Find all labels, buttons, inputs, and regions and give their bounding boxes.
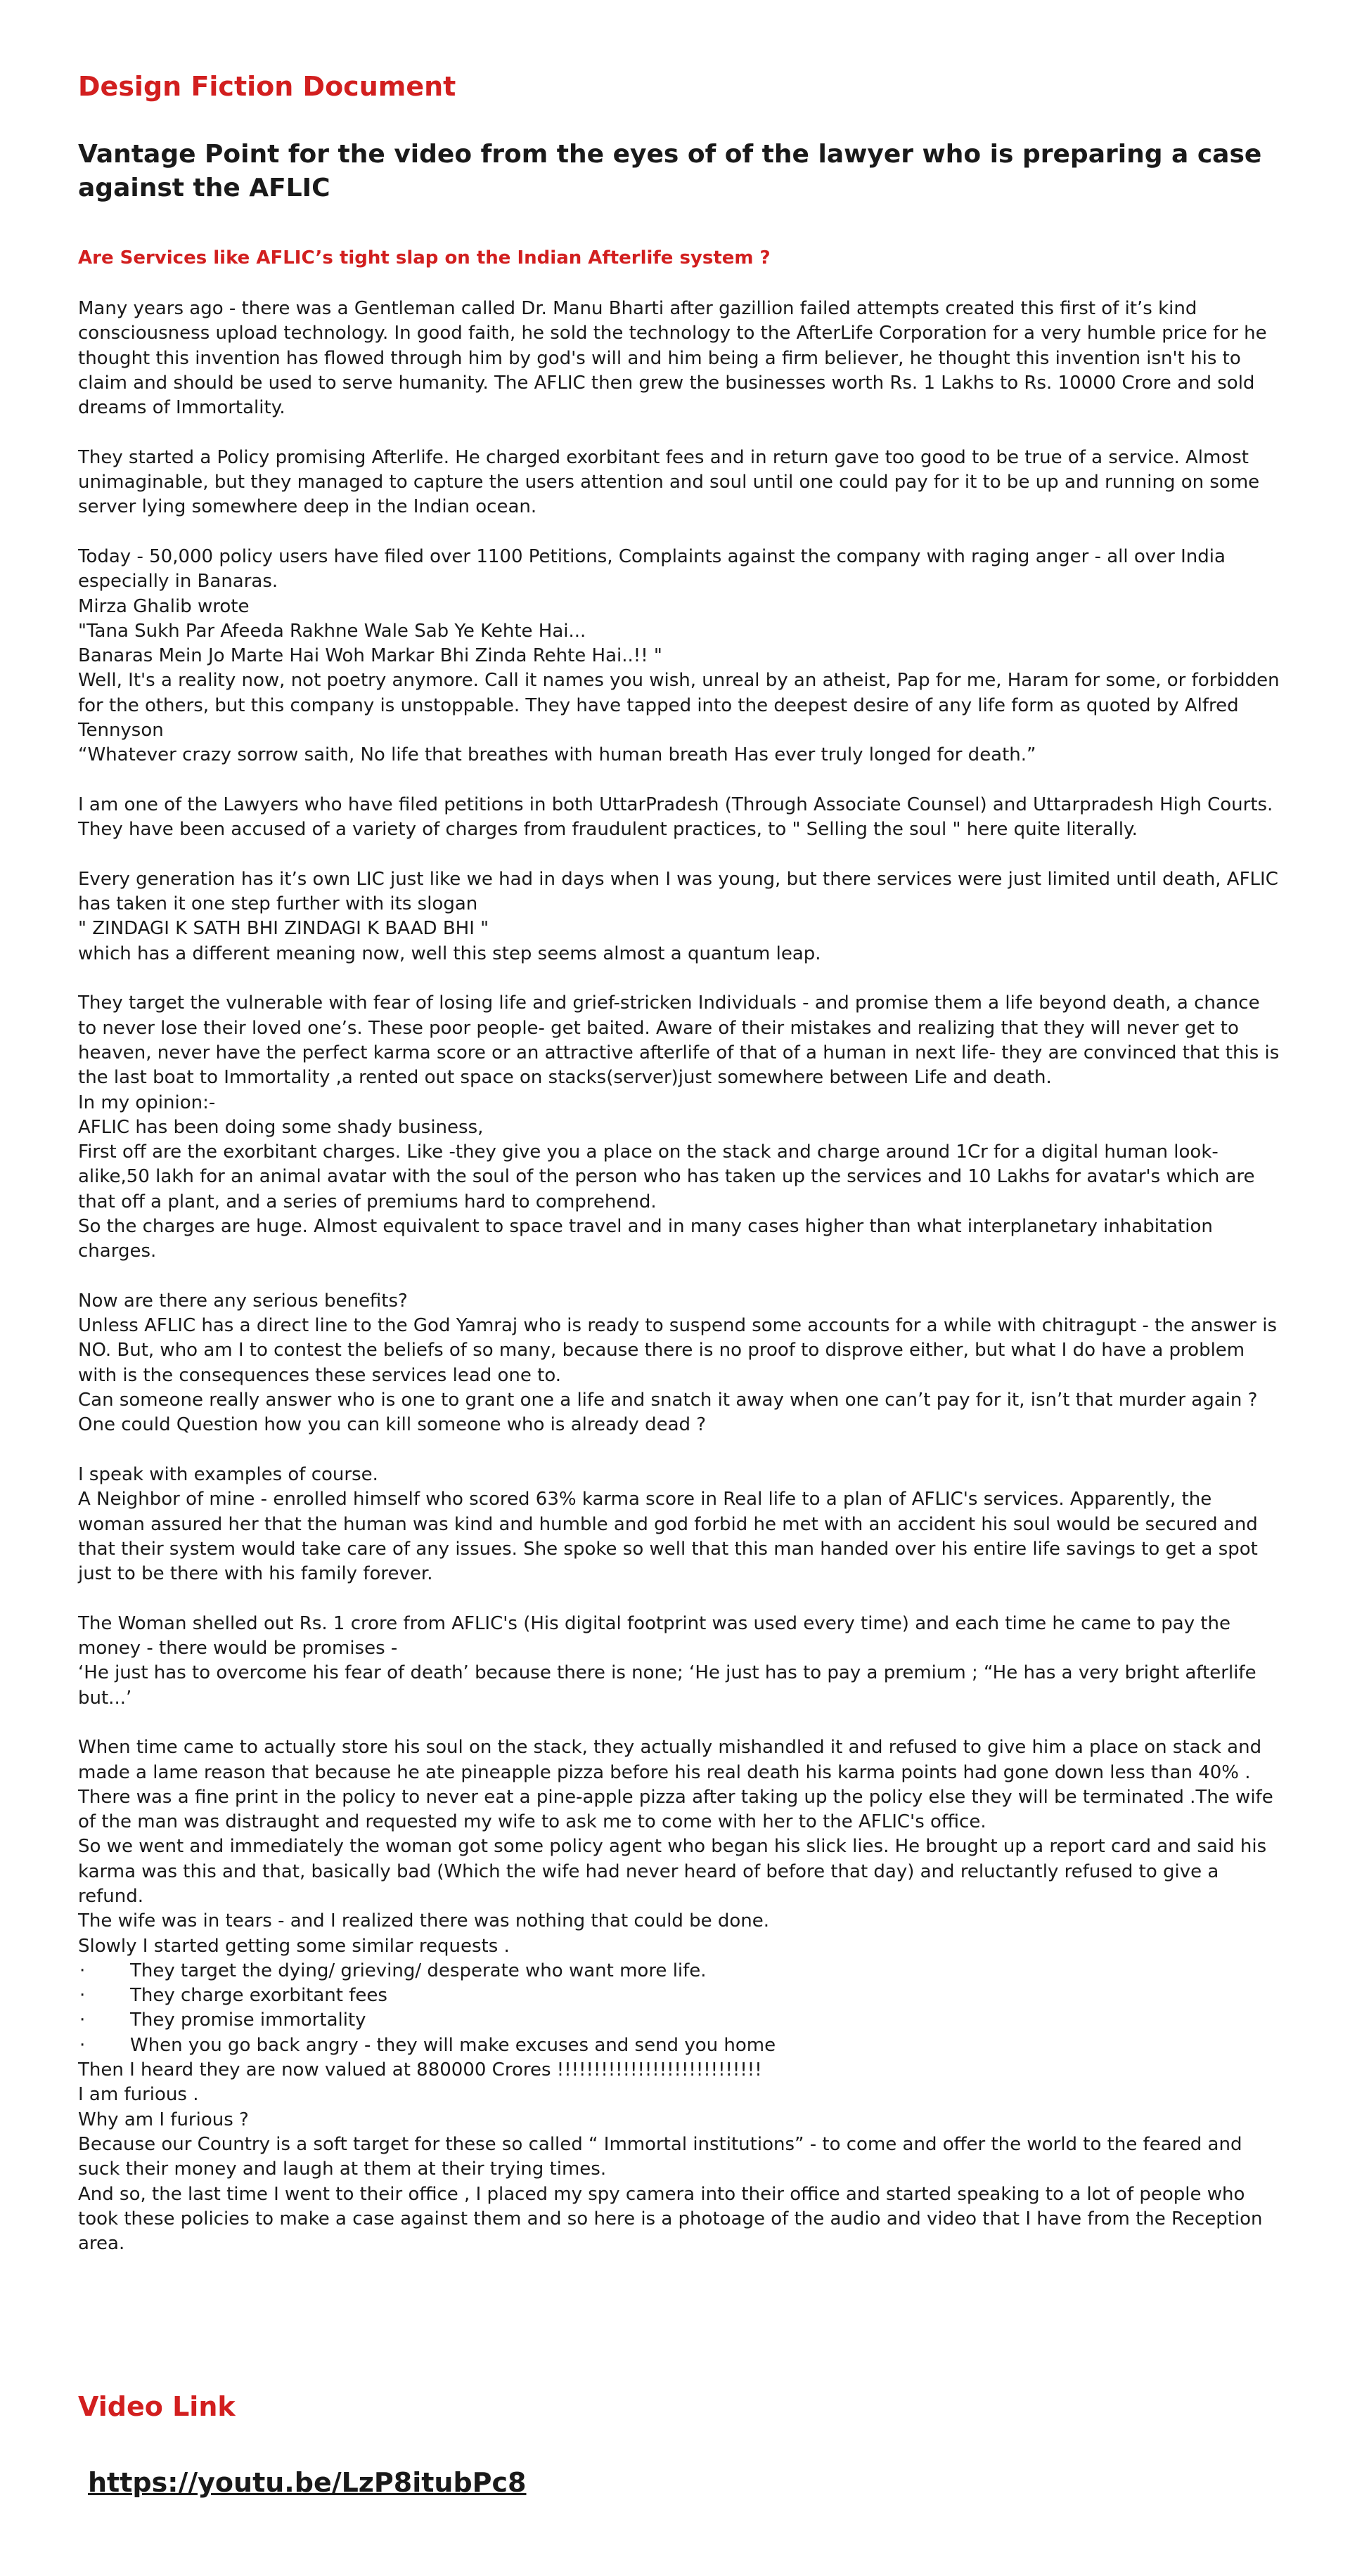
paragraph: I speak with examples of course.	[78, 1463, 378, 1485]
bullet-text: When you go back angry - they will make excuses and send you home	[130, 2034, 776, 2056]
quote-line: "Tana Sukh Par Afeeda Rakhne Wale Sab Ye Kehte Hai...	[78, 620, 586, 642]
paragraph: Now are there any serious benefits?	[78, 1290, 408, 1312]
paragraph: I am furious .	[78, 2084, 199, 2106]
bullet-item	[78, 2033, 1280, 2058]
slogan-line: " ZINDAGI K SATH BHI ZINDAGI K BAAD BHI "	[78, 918, 489, 940]
document-body	[78, 297, 1280, 2256]
paragraph: They target the vulnerable with fear of losing life and grief-stricken Individuals - and promise them a life beyond death, a chance to never lose their loved one’s. These poor people- get baited. Aware of their mistakes and realizing that they will never get to heaven, never have the perfect karma score or an attractive afterlife of that of a human in next life- they are convinced that this is the last boat to Immortality ,a rented out space on stacks(server)just somewhere between Life and death.	[78, 992, 1280, 1089]
paragraph: Can someone really answer who is one to grant one a life and snatch it away when one can’t pay for it, isn’t that murder again ? One could Question how you can kill someone who is already dead ?	[78, 1390, 1258, 1436]
paragraph: Well, It's a reality now, not poetry anymore. Call it names you wish, unreal by an atheist, Pap for me, Haram for some, or forbidden for the others, but this company is unstoppable. They have tapped into the deepest desire of any life form as quoted by Alfred Tennyson	[78, 670, 1280, 742]
paragraph: Every generation has it’s own LIC just like we had in days when I was young, but there services were just limited until death, AFLIC has taken it one step further with its slogan	[78, 868, 1278, 915]
paragraph: When time came to actually store his soul on the stack, they actually mishandled it and refused to give him a place on stack and made a lame reason that because he ate pineapple pizza before his real death his karma points had gone down less than 40% . There was a fine print in the policy to never eat a pine-apple pizza after taking up the policy else they will be terminated .The wife of the man was distraught and requested my wife to ask me to come with her to the AFLIC's office.	[78, 1737, 1273, 1833]
video-link-heading: Video Link	[78, 2391, 236, 2422]
bullet-dot: ·	[79, 2034, 86, 2056]
bullet-dot: ·	[79, 1960, 86, 1981]
paragraph: The Woman shelled out Rs. 1 crore from AFLIC's (His digital footprint was used every time) and each time he came to pay the money - there would be promises -	[78, 1612, 1231, 1659]
bullet-dot: ·	[79, 1985, 86, 2007]
paragraph-gap	[78, 520, 1280, 545]
bullet-item	[78, 2008, 1280, 2033]
bullet-text: They charge exorbitant fees	[130, 1985, 387, 2007]
paragraph: A Neighbor of mine - enrolled himself who scored 63% karma score in Real life to a plan of AFLIC's services. Apparently, the woman assured her that the human was kind and humble and god forbid he met with an accident his soul would be secured and that their system would take care of any issues. She spoke so well that this man handed over his entire life savings to get a spot just to be there with his family forever.	[78, 1489, 1258, 1585]
paragraph: Mirza Ghalib wrote	[78, 595, 250, 617]
bullet-text: They target the dying/ grieving/ desperate who want more life.	[130, 1960, 707, 1981]
paragraph: In my opinion:-	[78, 1092, 216, 1113]
paragraph-gap	[78, 768, 1280, 793]
paragraph: So we went and immediately the woman got some policy agent who began his slick lies. He brought up a report card and said his karma was this and that, basically bad (Which the wife had never heard of before that day) and reluctantly refused to give a refund.	[78, 1836, 1267, 1907]
paragraph: Because our Country is a soft target for these so called “ Immortal institutions” - to come and offer the world to the feared and suck their money and laugh at them at their trying times.	[78, 2133, 1242, 2180]
paragraph: Why am I furious ?	[78, 2109, 249, 2130]
video-link[interactable]: https://youtu.be/LzP8itubPc8	[88, 2467, 527, 2498]
paragraph-gap	[78, 1438, 1280, 1463]
bullet-item	[78, 1959, 1280, 1983]
paragraph: The wife was in tears - and I realized there was nothing that could be done.	[78, 1910, 770, 1932]
paragraph: AFLIC has been doing some shady business,	[78, 1116, 484, 1138]
paragraph-gap	[78, 966, 1280, 991]
bullet-item	[78, 1983, 1280, 2008]
paragraph-gap	[78, 1711, 1280, 1735]
bullet-dot: ·	[79, 2009, 86, 2031]
paragraph: ‘He just has to overcome his fear of death’ because there is none; ‘He just has to pay a premium ; “He has a very bright afterlife but...’	[78, 1662, 1256, 1709]
paragraph: Today - 50,000 policy users have filed over 1100 Petitions, Complaints against the company with raging anger - all over India especially in Banaras.	[78, 545, 1226, 593]
paragraph: Unless AFLIC has a direct line to the God Yamraj who is ready to suspend some accounts for a while with chitragupt - the answer is NO. But, who am I to contest the beliefs of so many, because there is no proof to disprove either, but what I do have a problem with is the consequences these services lead one to.	[78, 1315, 1278, 1386]
paragraph-gap	[78, 1264, 1280, 1289]
quote-line: Banaras Mein Jo Marte Hai Woh Markar Bhi Zinda Rehte Hai..!! "	[78, 645, 662, 667]
question-heading: Are Services like AFLIC’s tight slap on the Indian Afterlife system ?	[78, 247, 771, 268]
paragraph: Then I heard they are now valued at 880000 Crores !!!!!!!!!!!!!!!!!!!!!!!!!!!!	[78, 2059, 762, 2081]
paragraph: I am one of the Lawyers who have filed petitions in both UttarPradesh (Through Associate Counsel) and Uttarpradesh High Courts. They have been accused of a variety of charges from fraudulent practices, to " Selling the soul " here quite literally.	[78, 794, 1273, 841]
paragraph-gap	[78, 843, 1280, 867]
document-title: Vantage Point for the video from the eyes of of the lawyer who is preparing a case against the AFLIC	[78, 140, 1262, 202]
document-label: Design Fiction Document	[78, 71, 456, 102]
paragraph: Many years ago - there was a Gentleman called Dr. Manu Bharti after gazillion failed attempts created this first of it’s kind consciousness upload technology. In good faith, he sold the technology to the AfterLife Corporation for a very humble price for he thought this invention has flowed through him by god's will and him being a firm believer, he thought this invention isn't his to claim and should be used to serve humanity. The AFLIC then grew the businesses worth Rs. 1 Lakhs to Rs. 10000 Crore and sold dreams of Immortality.	[78, 298, 1267, 419]
paragraph: which has a different meaning now, well this step seems almost a quantum leap.	[78, 943, 821, 964]
paragraph: Slowly I started getting some similar requests .	[78, 1935, 510, 1957]
paragraph: So the charges are huge. Almost equivalent to space travel and in many cases higher than what interplanetary inhabitation charges.	[78, 1215, 1213, 1262]
paragraph-gap	[78, 420, 1280, 445]
bullet-text: They promise immortality	[130, 2009, 366, 2031]
paragraph: First off are the exorbitant charges. Like -they give you a place on the stack and charge around 1Cr for a digital human look-alike,50 lakh for an animal avatar with the soul of the person who has taken up the services and 10 Lakhs for avatar's which are that off a plant, and a series of premiums hard to comprehend.	[78, 1141, 1255, 1212]
paragraph: And so, the last time I went to their office , I placed my spy camera into their office and started speaking to a lot of people who took these policies to make a case against them and so here is a photoage of the audio and video that I have from the Reception area.	[78, 2183, 1263, 2255]
paragraph-gap	[78, 1586, 1280, 1611]
paragraph: They started a Policy promising Afterlife. He charged exorbitant fees and in return gave too good to be true of a service. Almost unimaginable, but they managed to capture the users attention and soul until one could pay for it to be up and running on some server lying somewhere deep in the Indian ocean.	[78, 446, 1260, 518]
quote-line: “Whatever crazy sorrow saith, No life that breathes with human breath Has ever truly longed for death.”	[78, 744, 1036, 766]
